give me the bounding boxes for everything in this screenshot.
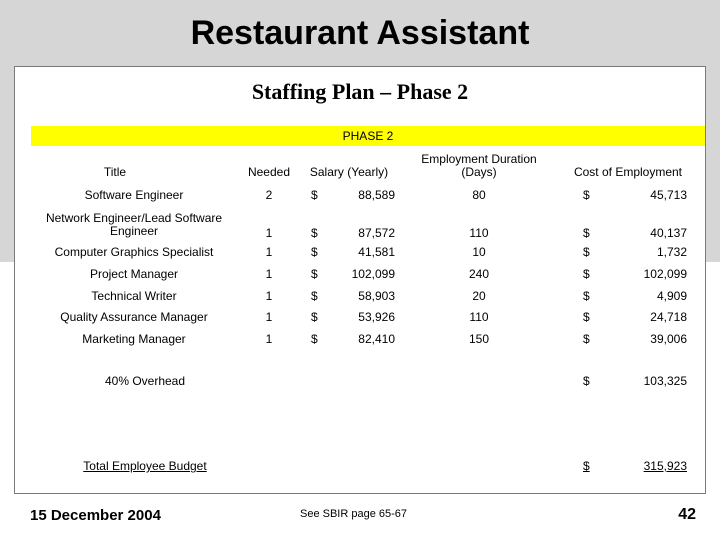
row-needed: 1 bbox=[265, 332, 273, 346]
row-salary-currency: $ bbox=[311, 245, 318, 259]
row-cost: 4,909 bbox=[656, 289, 687, 303]
footer-reference: See SBIR page 65-67 bbox=[300, 508, 408, 520]
footer-date: 15 December 2004 bbox=[30, 507, 161, 524]
phase-banner: PHASE 2 bbox=[31, 126, 705, 146]
row-duration: 80 bbox=[472, 188, 486, 202]
row-salary: 41,581 bbox=[358, 245, 395, 259]
row-salary: 87,572 bbox=[358, 226, 395, 240]
slide-title: Restaurant Assistant bbox=[190, 14, 530, 52]
staffing-plan-panel bbox=[14, 66, 706, 494]
row-needed: 1 bbox=[265, 226, 273, 240]
row-salary: 82,410 bbox=[358, 332, 395, 346]
row-duration: 20 bbox=[472, 289, 486, 303]
row-salary-currency: $ bbox=[311, 289, 318, 303]
row-needed: 1 bbox=[265, 245, 273, 259]
overhead-label: 40% Overhead bbox=[104, 374, 186, 388]
row-needed: 1 bbox=[265, 289, 273, 303]
row-cost: 45,713 bbox=[650, 188, 687, 202]
header-cost: Cost of Employment bbox=[573, 165, 683, 179]
overhead-currency: $ bbox=[583, 374, 590, 388]
row-salary-currency: $ bbox=[311, 332, 318, 346]
row-salary-currency: $ bbox=[311, 226, 318, 240]
row-cost-currency: $ bbox=[583, 310, 590, 324]
row-title: Computer Graphics Specialist bbox=[54, 245, 214, 259]
row-needed: 1 bbox=[265, 310, 273, 324]
row-duration: 240 bbox=[468, 267, 490, 281]
header-needed: Needed bbox=[247, 165, 291, 179]
row-needed: 1 bbox=[265, 267, 273, 281]
overhead-cost: 103,325 bbox=[643, 374, 687, 388]
row-salary-currency: $ bbox=[311, 310, 318, 324]
row-salary-currency: $ bbox=[311, 267, 318, 281]
row-cost: 102,099 bbox=[643, 267, 687, 281]
staffing-plan-subtitle: Staffing Plan – Phase 2 bbox=[251, 79, 469, 104]
row-title: Network Engineer/Lead Software Engineer bbox=[45, 211, 223, 238]
row-cost-currency: $ bbox=[583, 289, 590, 303]
page-number: 42 bbox=[678, 506, 696, 523]
row-salary: 102,099 bbox=[351, 267, 395, 281]
row-cost-currency: $ bbox=[583, 226, 590, 240]
row-salary: 53,926 bbox=[358, 310, 395, 324]
header-salary: Salary (Yearly) bbox=[309, 165, 389, 179]
row-cost: 39,006 bbox=[650, 332, 687, 346]
row-salary: 88,589 bbox=[358, 188, 395, 202]
row-salary: 58,903 bbox=[358, 289, 395, 303]
row-cost: 1,732 bbox=[656, 245, 687, 259]
row-title: Technical Writer bbox=[91, 289, 177, 303]
row-title: Software Engineer bbox=[84, 188, 184, 202]
row-cost-currency: $ bbox=[583, 188, 590, 202]
row-duration: 110 bbox=[469, 310, 489, 324]
row-cost-currency: $ bbox=[583, 332, 590, 346]
row-title: Marketing Manager bbox=[82, 332, 186, 346]
total-currency: $ bbox=[583, 459, 590, 473]
row-duration: 150 bbox=[468, 332, 490, 346]
header-title: Title bbox=[103, 165, 127, 179]
total-label: Total Employee Budget bbox=[83, 459, 207, 473]
row-cost-currency: $ bbox=[583, 267, 590, 281]
row-title: Project Manager bbox=[89, 267, 179, 281]
total-cost: 315,923 bbox=[643, 459, 687, 473]
row-cost: 40,137 bbox=[650, 226, 687, 240]
row-needed: 2 bbox=[265, 188, 273, 202]
row-salary-currency: $ bbox=[311, 188, 318, 202]
row-duration: 10 bbox=[472, 245, 486, 259]
row-title: Quality Assurance Manager bbox=[60, 310, 208, 324]
row-duration: 110 bbox=[469, 226, 489, 240]
header-duration: Employment Duration (Days) bbox=[421, 152, 537, 179]
row-cost-currency: $ bbox=[583, 245, 590, 259]
row-cost: 24,718 bbox=[650, 310, 687, 324]
